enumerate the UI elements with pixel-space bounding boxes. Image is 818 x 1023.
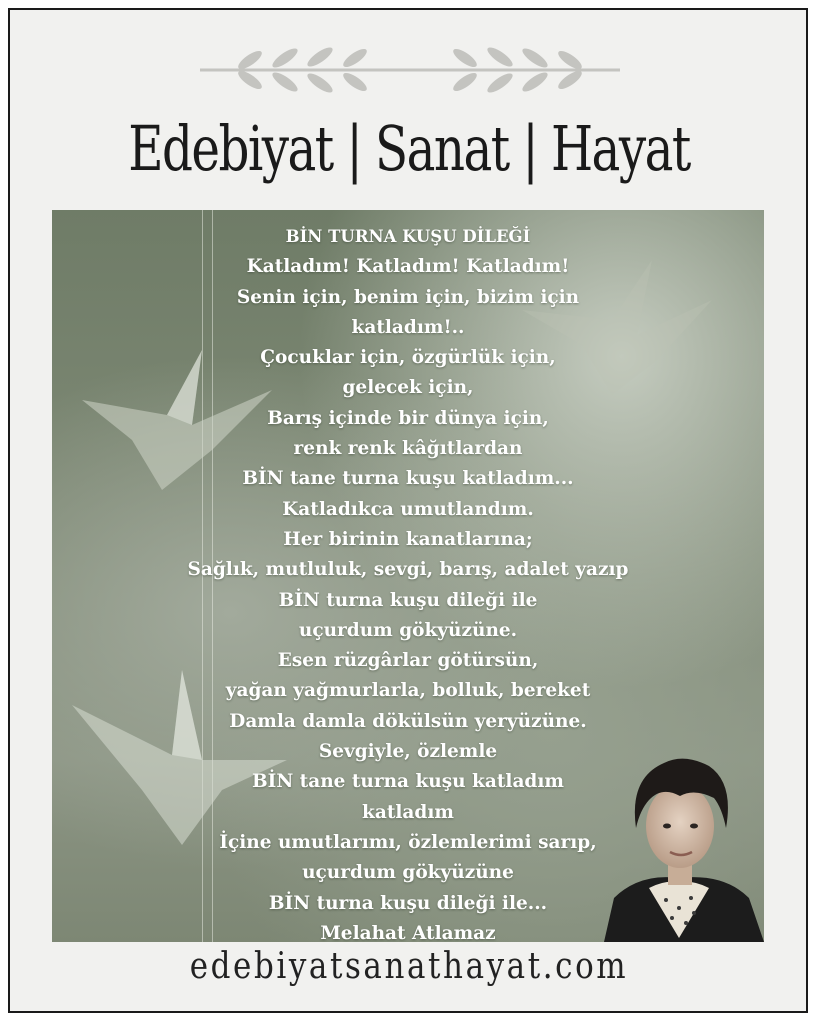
poem-line: renk renk kâğıtlardan [293,438,523,460]
author-portrait [594,748,764,942]
website-url: edebiyatsanathayat.com [189,946,629,987]
poem-line: Esen rüzgârlar götürsün, [277,650,539,672]
poem-line: Katladım! Katladım! Katladım! [246,256,570,278]
poem-line: BİN tane turna kuşu katladım... [242,468,574,490]
poem-author: Melahat Atlamaz [320,922,496,942]
poem-line: yağan yağmurlarla, bolluk, bereket [225,680,591,702]
poem-line: uçurdum gökyüzüne [302,862,514,884]
poem-line: BİN tane turna kuşu katladım [252,771,564,793]
poem-line: BİN turna kuşu dileği ile [278,589,538,611]
poem-line: Katladıkca umutlandım. [282,498,534,520]
poem-line: gelecek için, [342,377,474,399]
poem-title: BİN TURNA KUŞU DİLEĞİ [285,227,531,246]
poem-line: İçine umutlarımı, özlemlerimi sarıp, [219,831,597,853]
poem-panel [52,210,764,942]
poem-line: Sağlık, mutluluk, sevgi, barış, adalet yazıp [187,559,629,581]
laurel-branch-icon [190,40,630,100]
poem-line: uçurdum gökyüzüne. [298,619,518,641]
poem-line: Sevgiyle, özlemle [318,741,498,763]
poem-line: Damla damla dökülsün yeryüzüne. [229,710,587,732]
poem-line: Çocuklar için, özgürlük için, [260,347,556,369]
poem-line: Barış içinde bir dünya için, [267,407,549,429]
poem-line: Her birinin kanatlarına; [283,528,533,550]
poem-line: katladım!.. [351,316,465,338]
poem-line: BİN turna kuşu dileği ile... [268,892,548,914]
poem-line: katladım [362,801,454,823]
poem-line: Senin için, benim için, bizim için [236,286,580,308]
site-title: Edebiyat | Sanat | Hayat [128,112,690,185]
